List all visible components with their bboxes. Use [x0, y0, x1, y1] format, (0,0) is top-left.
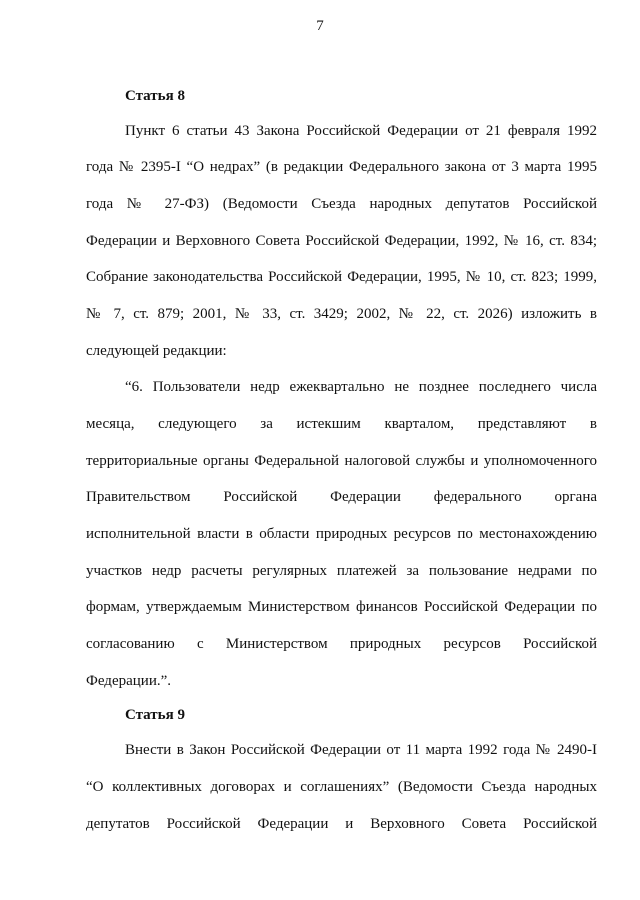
article-8-line: Правительством Российской Федерации федерального органа	[86, 489, 597, 505]
article-9-heading: Статья 9	[125, 707, 185, 723]
article-8-line: участков недр расчеты регулярных платежей за пользование недрами по	[86, 563, 597, 579]
article-8-line: согласованию с Министерством природных ресурсов Российской	[86, 636, 597, 652]
article-8-line: № 7, ст. 879; 2001, № 33, ст. 3429; 2002, № 22, ст. 2026) изложить в	[86, 306, 597, 322]
article-8-heading: Статья 8	[125, 88, 185, 104]
article-8-line: Пункт 6 статьи 43 Закона Российской Федерации от 21 февраля 1992	[125, 123, 597, 139]
article-8-line: следующей редакции:	[86, 343, 227, 359]
page-number: 7	[316, 18, 324, 34]
article-8-line: территориальные органы Федеральной налоговой службы и уполномоченного	[86, 453, 597, 469]
article-8-line: года № 27-ФЗ) (Ведомости Съезда народных депутатов Российской	[86, 196, 597, 212]
article-9-line: депутатов Российской Федерации и Верховного Совета Российской	[86, 816, 597, 832]
article-8-line: формам, утверждаемым Министерством финансов Российской Федерации по	[86, 599, 597, 615]
article-8-line: Собрание законодательства Российской Федерации, 1995, № 10, ст. 823; 1999,	[86, 269, 597, 285]
article-9-line: “О коллективных договорах и соглашениях” (Ведомости Съезда народных	[86, 779, 597, 795]
article-8-line: года № 2395-I “О недрах” (в редакции Федерального закона от 3 марта 1995	[86, 159, 597, 175]
article-8-line: исполнительной власти в области природных ресурсов по местонахождению	[86, 526, 597, 542]
article-8-line: Федерации и Верховного Совета Российской Федерации, 1992, № 16, ст. 834;	[86, 233, 597, 249]
article-8-line: Федерации.”.	[86, 673, 171, 689]
article-8-line: “6. Пользователи недр ежеквартально не позднее последнего числа	[125, 379, 597, 395]
article-8-line: месяца, следующего за истекшим кварталом, представляют в	[86, 416, 597, 432]
article-9-line: Внести в Закон Российской Федерации от 11 марта 1992 года № 2490-I	[125, 742, 597, 758]
